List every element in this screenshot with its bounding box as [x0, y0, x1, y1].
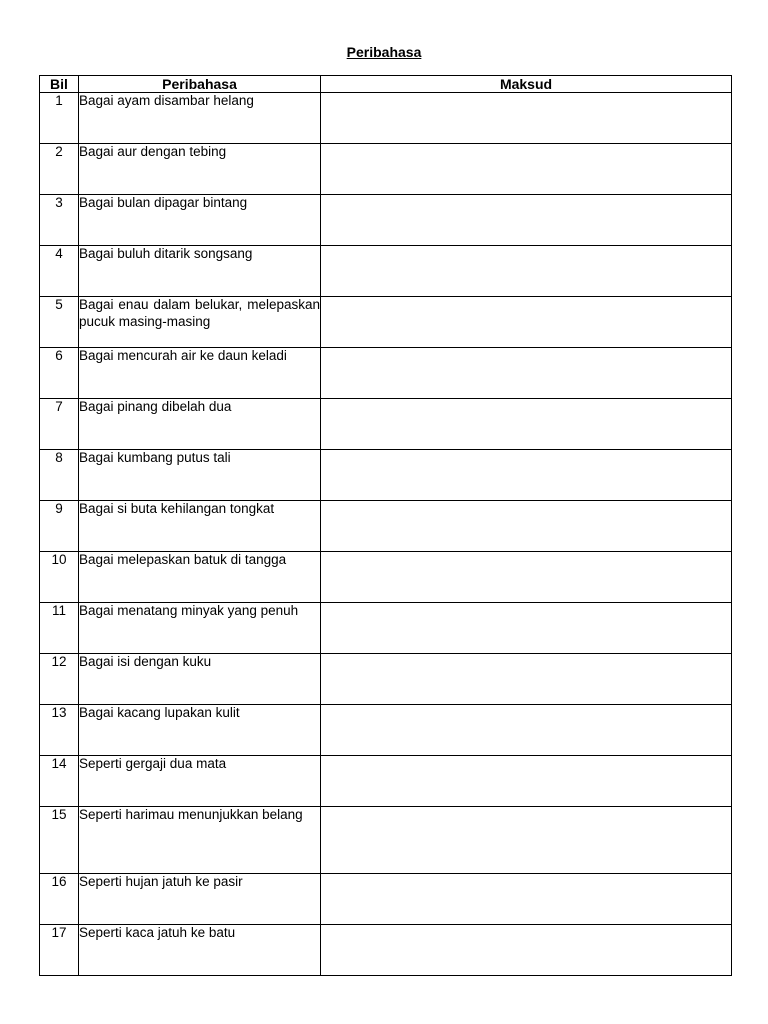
- table-row: [40, 246, 732, 297]
- maksud-cell[interactable]: [321, 399, 732, 450]
- maksud-cell[interactable]: [321, 756, 732, 807]
- bil-cell: 16: [40, 874, 79, 925]
- maksud-cell[interactable]: [321, 925, 732, 976]
- peribahasa-cell: Bagai mencurah air ke daun keladi: [79, 348, 321, 399]
- maksud-cell[interactable]: [321, 705, 732, 756]
- bil-cell: 12: [40, 654, 79, 705]
- bil-cell: 11: [40, 603, 79, 654]
- header-maksud: Maksud: [321, 76, 732, 93]
- table-row: [40, 874, 732, 925]
- bil-cell: 7: [40, 399, 79, 450]
- peribahasa-cell: Bagai aur dengan tebing: [79, 144, 321, 195]
- peribahasa-cell: Bagai ayam disambar helang: [79, 93, 321, 144]
- maksud-cell[interactable]: [321, 297, 732, 348]
- bil-cell: 10: [40, 552, 79, 603]
- bil-cell: 15: [40, 807, 79, 874]
- maksud-cell[interactable]: [321, 552, 732, 603]
- bil-cell: 1: [40, 93, 79, 144]
- bil-cell: 8: [40, 450, 79, 501]
- peribahasa-cell: Bagai bulan dipagar bintang: [79, 195, 321, 246]
- table-row: [40, 501, 732, 552]
- table-row: [40, 756, 732, 807]
- maksud-cell[interactable]: [321, 874, 732, 925]
- bil-cell: 9: [40, 501, 79, 552]
- peribahasa-cell: Seperti harimau menunjukkan belang: [79, 807, 321, 874]
- bil-cell: 14: [40, 756, 79, 807]
- maksud-cell[interactable]: [321, 93, 732, 144]
- bil-cell: 3: [40, 195, 79, 246]
- maksud-cell[interactable]: [321, 807, 732, 874]
- table-row: [40, 399, 732, 450]
- bil-cell: 2: [40, 144, 79, 195]
- header-peribahasa: Peribahasa: [79, 76, 321, 93]
- maksud-cell[interactable]: [321, 501, 732, 552]
- table-row: [40, 195, 732, 246]
- table-header-row: [40, 76, 732, 93]
- table-row: [40, 603, 732, 654]
- maksud-cell[interactable]: [321, 450, 732, 501]
- bil-cell: 6: [40, 348, 79, 399]
- maksud-cell[interactable]: [321, 144, 732, 195]
- table-row: [40, 807, 732, 874]
- table-row: [40, 144, 732, 195]
- page-title: Peribahasa: [346, 44, 422, 60]
- peribahasa-cell: Seperti hujan jatuh ke pasir: [79, 874, 321, 925]
- table-row: [40, 705, 732, 756]
- maksud-cell[interactable]: [321, 348, 732, 399]
- table-row: [40, 297, 732, 348]
- table-row: [40, 925, 732, 976]
- bil-cell: 4: [40, 246, 79, 297]
- table-row: [40, 654, 732, 705]
- peribahasa-cell: Bagai kacang lupakan kulit: [79, 705, 321, 756]
- table-row: [40, 552, 732, 603]
- maksud-cell[interactable]: [321, 195, 732, 246]
- peribahasa-cell: Seperti kaca jatuh ke batu: [79, 925, 321, 976]
- peribahasa-cell: Bagai buluh ditarik songsang: [79, 246, 321, 297]
- table-row: [40, 93, 732, 144]
- peribahasa-cell: Bagai enau dalam belukar, melepaskan pucuk masing-masing: [79, 297, 321, 348]
- peribahasa-cell: Bagai kumbang putus tali: [79, 450, 321, 501]
- peribahasa-cell: Bagai pinang dibelah dua: [79, 399, 321, 450]
- peribahasa-cell: Seperti gergaji dua mata: [79, 756, 321, 807]
- peribahasa-cell: Bagai isi dengan kuku: [79, 654, 321, 705]
- table-row: [40, 450, 732, 501]
- header-bil: Bil: [40, 76, 79, 93]
- maksud-cell[interactable]: [321, 603, 732, 654]
- peribahasa-cell: Bagai si buta kehilangan tongkat: [79, 501, 321, 552]
- peribahasa-table: [39, 75, 732, 976]
- table-row: [40, 348, 732, 399]
- bil-cell: 17: [40, 925, 79, 976]
- bil-cell: 5: [40, 297, 79, 348]
- bil-cell: 13: [40, 705, 79, 756]
- maksud-cell[interactable]: [321, 654, 732, 705]
- peribahasa-cell: Bagai menatang minyak yang penuh: [79, 603, 321, 654]
- maksud-cell[interactable]: [321, 246, 732, 297]
- peribahasa-cell: Bagai melepaskan batuk di tangga: [79, 552, 321, 603]
